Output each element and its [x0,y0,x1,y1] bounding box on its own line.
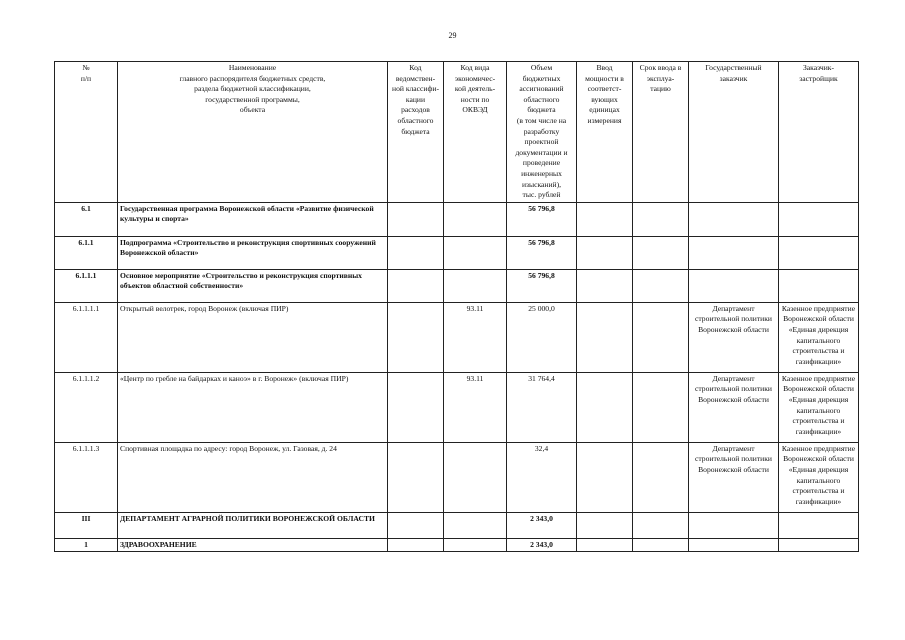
row-number: 6.1.1.1.2 [55,372,118,442]
row-okved [444,236,507,269]
row-term [633,538,689,552]
row-name: «Центр по гребле на байдарках и каноэ» в г. Воронеж» (включая ПИР) [118,372,388,442]
row-name: ДЕПАРТАМЕНТ АГРАРНОЙ ПОЛИТИКИ ВОРОНЕЖСКОЙ ОБЛАСТИ [118,512,388,538]
row-amount: 2 343,0 [507,512,577,538]
row-name: Подпрограмма «Строительство и реконструкция спортивных сооружений Воронежской области» [118,236,388,269]
table-row [55,202,859,236]
row-number: III [55,512,118,538]
row-dept-code [388,236,444,269]
row-dept-code [388,442,444,512]
row-number: 1 [55,538,118,552]
header-developer: Заказчик- застройщик [779,62,859,203]
row-okved [444,512,507,538]
row-customer: Департамент строительной политики Воронежской области [689,372,779,442]
table-row [55,372,859,442]
header-capacity: Ввод мощности в соответст- вующих единицах измерения [577,62,633,203]
row-amount: 32,4 [507,442,577,512]
row-developer [779,202,859,236]
row-customer [689,269,779,302]
row-customer [689,236,779,269]
row-amount: 31 764,4 [507,372,577,442]
row-number: 6.1.1.1 [55,269,118,302]
row-term [633,372,689,442]
row-capacity [577,372,633,442]
row-dept-code [388,202,444,236]
header-term: Срок ввода в эксплуа- тацию [633,62,689,203]
row-capacity [577,538,633,552]
row-amount: 56 796,8 [507,202,577,236]
row-term [633,302,689,372]
row-amount: 2 343,0 [507,538,577,552]
row-amount: 25 000,0 [507,302,577,372]
row-developer [779,236,859,269]
row-developer [779,538,859,552]
row-capacity [577,269,633,302]
row-capacity [577,236,633,269]
row-customer [689,538,779,552]
table-header [55,62,859,203]
row-term [633,442,689,512]
row-amount: 56 796,8 [507,236,577,269]
row-developer: Казенное предприятие Воронежской области «Единая дирекция капитального строительства и газификации» [779,302,859,372]
row-capacity [577,512,633,538]
table-row [55,302,859,372]
row-capacity [577,302,633,372]
table-row [55,236,859,269]
row-number: 6.1.1.1.1 [55,302,118,372]
row-capacity [577,442,633,512]
row-name: Государственная программа Воронежской области «Развитие физической культуры и спорта» [118,202,388,236]
row-name: ЗДРАВООХРАНЕНИЕ [118,538,388,552]
row-name: Основное мероприятие «Строительство и реконструкция спортивных объектов областной собственности» [118,269,388,302]
row-okved [444,269,507,302]
row-number: 6.1.1.1.3 [55,442,118,512]
row-customer [689,512,779,538]
row-okved [444,538,507,552]
row-term [633,512,689,538]
row-developer [779,512,859,538]
header-row [55,62,859,203]
row-developer [779,269,859,302]
row-number: 6.1.1 [55,236,118,269]
row-customer: Департамент строительной политики Воронежской области [689,302,779,372]
row-developer: Казенное предприятие Воронежской области «Единая дирекция капитального строительства и газификации» [779,372,859,442]
row-term [633,202,689,236]
header-amount: Объем бюджетных ассигнований областного бюджета (в том числе на разработку проектной документации и проведение инженерных изысканий), тыс. рублей [507,62,577,203]
header-customer: Государственный заказчик [689,62,779,203]
header-dept-code: Код ведомствен- ной классифи- кации расходов областного бюджета [388,62,444,203]
row-amount: 56 796,8 [507,269,577,302]
row-number: 6.1 [55,202,118,236]
header-okved: Код вида экономичес- кой деятель- ности по ОКВЭД [444,62,507,203]
row-term [633,236,689,269]
row-okved: 93.11 [444,302,507,372]
page-number: 29 [448,31,457,40]
row-name: Спортивная площадка по адресу: город Воронеж, ул. Газовая, д. 24 [118,442,388,512]
row-dept-code [388,512,444,538]
row-customer [689,202,779,236]
row-customer: Департамент строительной политики Воронежской области [689,442,779,512]
table-row [55,269,859,302]
budget-table [54,61,859,552]
row-okved [444,442,507,512]
row-developer: Казенное предприятие Воронежской области «Единая дирекция капитального строительства и газификации» [779,442,859,512]
row-name: Открытый велотрек, город Воронеж (включая ПИР) [118,302,388,372]
row-dept-code [388,269,444,302]
row-dept-code [388,302,444,372]
row-okved: 93.11 [444,372,507,442]
row-term [633,269,689,302]
row-dept-code [388,372,444,442]
table-body [55,202,859,552]
row-capacity [577,202,633,236]
table-row [55,512,859,538]
row-dept-code [388,538,444,552]
header-name: Наименование главного распорядителя бюджетных средств, раздела бюджетной классификации, государственной программы, объекта [118,62,388,203]
table-row [55,538,859,552]
table-row [55,442,859,512]
row-okved [444,202,507,236]
header-num: № п/п [55,62,118,203]
